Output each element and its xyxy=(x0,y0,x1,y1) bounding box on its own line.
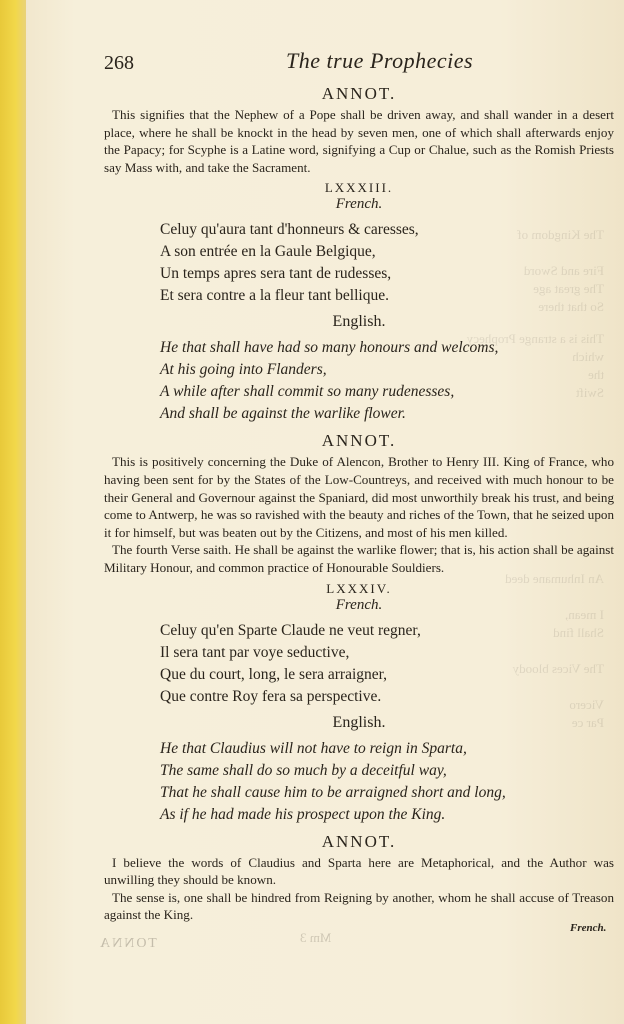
french-verse xyxy=(160,620,614,708)
quatrain-number: LXXXIV. xyxy=(326,580,392,596)
verse-line: At his going into Flanders, xyxy=(160,361,327,379)
verse-line: That he shall cause him to be arraigned short and long, xyxy=(160,783,506,801)
verse-line: A while after shall commit so many rudenesses, xyxy=(160,383,455,401)
english-verse xyxy=(160,738,614,826)
page-number: 268 xyxy=(104,52,134,74)
page-content xyxy=(104,48,614,924)
english-label: English. xyxy=(332,713,386,731)
catchword: French. xyxy=(570,922,607,934)
verse-line: Un temps apres sera tant de rudesses, xyxy=(160,265,392,283)
french-verse xyxy=(160,219,614,307)
verse-line: As if he had made his prospect upon the King. xyxy=(160,805,446,823)
verse-line: And shall be against the warlike flower. xyxy=(160,405,406,423)
running-title: The true Prophecies xyxy=(286,48,474,73)
annot-paragraph: The sense is, one shall be hindred from Reigning by another, whom he shall accuse of Treason against the King. xyxy=(104,889,614,923)
french-label: French. xyxy=(335,196,383,213)
bleed-through: This is a strange Prophecy which the Swift xyxy=(466,331,604,400)
page-edge xyxy=(0,0,26,1024)
annot-heading: ANNOT. xyxy=(321,831,397,851)
verse-line: A son entrée en la Gaule Belgique, xyxy=(160,243,376,261)
annot-paragraph: This is positively concerning the Duke of Alencon, Brother to Henry III. King of France, who having been sent for by the States of the Low-Countreys, and received with much honour to be their General and Governour against the Spaniard, did most unworthily break his trust, and being come to Antwerp, he was so ravished with the beauty and riches of the Town, that he seized upon it for himself, but was beaten out by the Citizens, and most of his men killed. xyxy=(104,454,614,540)
bleed-through: The Kingdom of Fire and Sword The great age So that there xyxy=(517,227,604,314)
english-verse xyxy=(160,337,614,425)
verse-line: Que du court, long, le sera arraigner, xyxy=(160,665,388,683)
bleed-through: TONNA xyxy=(98,936,157,951)
bleed-through: Mm 3 xyxy=(300,930,332,945)
annot-paragraph: I believe the words of Claudius and Sparta here are Metaphorical, and the Author was unwilling they should be known. xyxy=(104,854,614,888)
quatrain-number: LXXXIII. xyxy=(324,180,394,196)
verse-line: The same shall do so much by a deceitful way, xyxy=(160,761,447,779)
bleed-through: An Inhumane deed I mean, Shall find The Vices bloody Vicero Par ce xyxy=(505,571,604,730)
english-label: English. xyxy=(332,313,386,331)
french-label: French. xyxy=(335,596,383,613)
annot-heading: ANNOT. xyxy=(321,431,397,451)
verse-line: He that Claudius will not have to reign in Sparta, xyxy=(160,739,467,757)
verse-line: Et sera contre a la fleur tant bellique. xyxy=(160,287,389,305)
verse-line: Que contre Roy fera sa perspective. xyxy=(160,687,382,705)
annot-heading: ANNOT. xyxy=(321,84,397,103)
verse-line: Celuy qu'aura tant d'honneurs & caresses, xyxy=(160,221,419,239)
annot-paragraph: The fourth Verse saith. He shall be against the warlike flower; that is, his action shall be against Military Honour, and common practice of Honourable Souldiers. xyxy=(104,542,614,575)
verse-line: He that shall have had so many honours and welcoms, xyxy=(160,339,499,357)
annot-paragraph: This signifies that the Nephew of a Pope shall be driven away, and shall wander in a desert place, where he shall be knockt in the head by seven men, one of which shall afterwards enjoy the Papacy; for Scyphe is a Latine word, signifying a Cup or Chalue, such as the Romish Priests say Mass with, and take the Sacrament. xyxy=(104,107,614,175)
page-header xyxy=(104,48,614,78)
verse-line: Il sera tant par voye seductive, xyxy=(160,643,350,661)
verse-line: Celuy qu'en Sparte Claude ne veut regner, xyxy=(160,621,421,639)
